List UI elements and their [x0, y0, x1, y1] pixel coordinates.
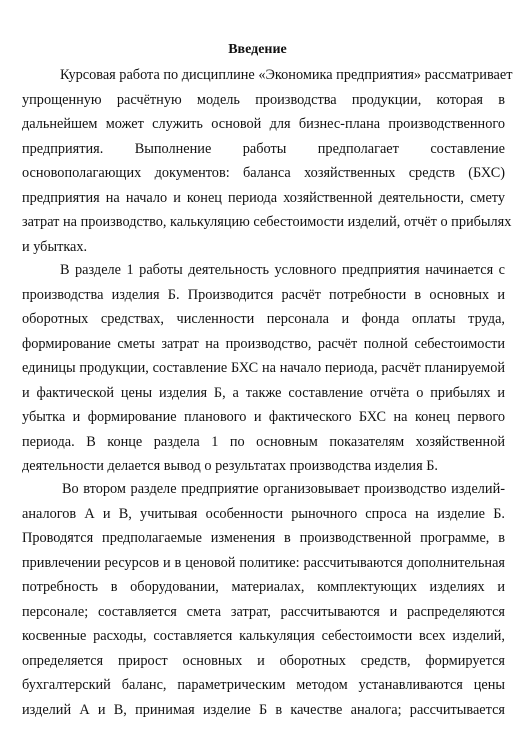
paragraph-line: затрат на производство, калькуляцию себестоимости изделий, отчёт о прибылях [22, 214, 512, 230]
paragraph-line: дальнейшем может служить основой для бизнес-плана производственного [22, 116, 505, 132]
paragraph-line: производства изделия Б. Производится расчёт потребности в основных и [22, 286, 505, 303]
paragraph-line: предприятия. Выполнение работы предполагает составление [22, 140, 505, 157]
paragraph-line: персонале; составляется смета затрат, рассчитываются и распределяются [22, 603, 505, 620]
paragraph-line: убытка и формирование планового и фактического БХС на конец первого [22, 409, 505, 425]
paragraph-line: потребность в оборудовании, материалах, комплектующих изделиях и [22, 579, 505, 595]
paragraph-line: периода. В конце раздела 1 по основным показателям хозяйственной [22, 433, 505, 450]
document-title: Введение [228, 42, 287, 57]
paragraph-line: Проводятся предполагаемые изменения в производственной программе, в [22, 530, 505, 546]
paragraph-line: бухгалтерский баланс, параметрическим методом устанавливаются цены [22, 677, 505, 693]
paragraph-line: и убытках. [22, 238, 88, 255]
paragraph-1 [22, 63, 513, 259]
paragraph-line: единицы продукции, составление БХС на начало периода, расчёт планируемой [22, 360, 505, 376]
paragraph-line: косвенные расходы, составляется калькуляция себестоимости всех изделий, [22, 628, 505, 644]
paragraph-line: привлечении ресурсов и в ценовой политике: рассчитываются дополнительная [22, 554, 505, 571]
paragraph-line: оборотных средствах, численности персонала и фонда оплаты труда, [22, 311, 505, 327]
paragraph-3 [22, 477, 505, 722]
paragraph-line: формирование сметы затрат на производство, расчёт полной себестоимости [22, 335, 505, 352]
paragraph-line: Во втором разделе предприятие организовывает производство изделий- [62, 481, 505, 497]
paragraph-line: упрощенную расчётную модель производства продукции, которая в [22, 91, 505, 108]
paragraph-line: и фактической цены изделия Б, а также составление отчёта о прибылях и [22, 384, 505, 401]
paragraph-line: Курсовая работа по дисциплине «Экономика предприятия» рассматривает [60, 67, 513, 83]
paragraph-line: В разделе 1 работы деятельность условного предприятия начинается с [60, 262, 505, 278]
paragraph-line: аналогов А и В, учитывая особенности рыночного спроса на изделие Б. [22, 505, 505, 522]
paragraph-2 [22, 258, 505, 479]
paragraph-line: предприятия на начало и конец периода хозяйственной деятельности, смету [22, 189, 505, 206]
paragraph-line: определяется прирост основных и оборотных средств, формируется [22, 652, 505, 669]
paragraph-line: изделий А и В, принимая изделие Б в качестве аналога; рассчитывается [22, 701, 505, 718]
paragraph-line: деятельности делается вывод о результатах производства изделия Б. [22, 458, 438, 474]
paragraph-line: основополагающих документов: баланса хозяйственных средств (БХС) [22, 165, 505, 181]
